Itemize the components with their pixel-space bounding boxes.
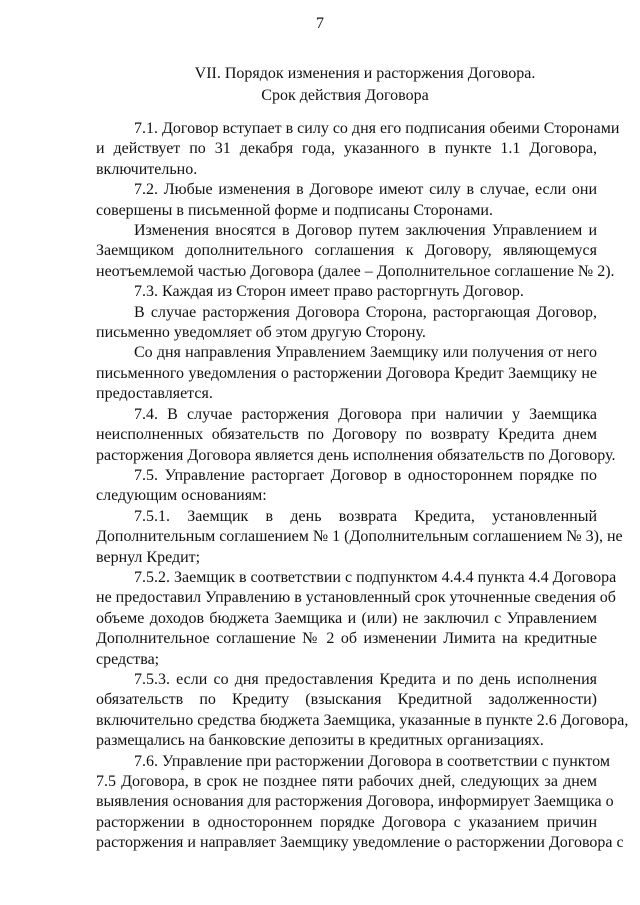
paragraph: [96, 752, 624, 854]
paragraph-line: Заемщиком дополнительного соглашения к Договору, являющемуся: [96, 242, 597, 260]
paragraph: [96, 568, 617, 670]
paragraph-line: Со дня направления Управлением Заемщику или получения от него: [134, 344, 597, 362]
paragraph: [96, 670, 629, 752]
document-body: [96, 119, 629, 854]
paragraph: [96, 282, 597, 302]
paragraph-line: включительно.: [96, 160, 198, 178]
paragraph-line: письменно уведомляет об этом другую Сторону.: [96, 324, 426, 342]
paragraph-line: 7.5.3. если со дня предоставления Кредита и по день исполнения: [134, 670, 597, 688]
paragraph-line: 7.6. Управление при расторжении Договора в соответствии с пунктом: [134, 752, 610, 770]
paragraph: [96, 119, 620, 180]
paragraph-line: 7.5 Договора, в срок не позднее пяти рабочих дней, следующих за днем: [96, 773, 597, 790]
paragraph: [96, 303, 597, 344]
paragraph-line: объеме доходов бюджета Заемщика и (или) не заключил с Управлением: [96, 609, 597, 627]
paragraph-line: предоставляется.: [96, 385, 213, 403]
paragraph-line: расторжения Договора является день исполнения обязательств по Договору.: [96, 446, 616, 464]
paragraph-line: неотъемлемой частью Договора (далее – Дополнительное соглашение № 2).: [96, 262, 615, 280]
paragraph: [96, 507, 623, 568]
paragraph-line: не предоставил Управлению в установленный срок уточненные сведения об: [96, 589, 616, 607]
paragraph: [96, 466, 597, 507]
page-number: 7: [316, 15, 324, 32]
paragraph-line: расторжения и направляет Заемщику уведомление о расторжении Договора с: [96, 834, 624, 852]
section-title: [0, 63, 640, 107]
paragraph-line: 7.4. В случае расторжения Договора при наличии у Заемщика: [134, 405, 597, 423]
paragraph-line: размещались на банковские депозиты в кредитных организациях.: [96, 732, 544, 750]
paragraph: [96, 405, 616, 466]
paragraph-line: 7.5.1. Заемщик в день возврата Кредита, установленный: [134, 507, 597, 525]
paragraph-line: следующим основаниям:: [96, 487, 267, 505]
paragraph: [96, 343, 597, 404]
paragraph-line: 7.5.2. Заемщик в соответствии с подпунктом 4.4.4 пункта 4.4 Договора: [134, 568, 617, 586]
paragraph-line: Дополнительным соглашением № 1 (Дополнительным соглашением № 3), не: [96, 528, 623, 546]
paragraph: [96, 221, 615, 282]
paragraph-line: расторжении в одностороннем порядке Договора с указанием причин: [96, 813, 597, 831]
paragraph-line: обязательств по Кредиту (взыскания Кредитной задолженности): [96, 691, 597, 709]
paragraph-line: выявления основания для расторжения Договора, информирует Заемщика о: [96, 793, 614, 811]
paragraph-line: 7.1. Договор вступает в силу со дня его подписания обеими Сторонами: [134, 120, 620, 137]
paragraph-line: Дополнительное соглашение № 2 об изменении Лимита на кредитные: [96, 630, 597, 648]
paragraph-line: включительно средства бюджета Заемщика, указанные в пункте 2.6 Договора,: [96, 711, 629, 729]
paragraph-line: вернул Кредит;: [96, 548, 201, 566]
paragraph-line: и действует по 31 декабря года, указанного в пункте 1.1 Договора,: [96, 140, 597, 158]
paragraph-line: 7.2. Любые изменения в Договоре имеют силу в случае, если они: [134, 181, 597, 199]
paragraph-line: В случае расторжения Договора Сторона, расторгающая Договор,: [134, 303, 597, 321]
paragraph-line: письменного уведомления о расторжении Договора Кредит Заемщику не: [96, 364, 597, 382]
section-title-line-1: VII. Порядок изменения и расторжения Договора.: [194, 65, 536, 82]
paragraph-line: средства;: [96, 650, 160, 668]
paragraph: [96, 180, 597, 221]
paragraph-line: Изменения вносятся в Договор путем заключения Управлением и: [134, 222, 597, 240]
section-title-line-2: Срок действия Договора: [261, 87, 429, 104]
paragraph-line: 7.5. Управление расторгает Договор в одностороннем порядке по: [134, 466, 597, 484]
paragraph-line: совершены в письменной форме и подписаны Сторонами.: [96, 201, 493, 219]
paragraph-line: неисполненных обязательств по Договору по возврату Кредита днем: [96, 426, 597, 444]
paragraph-line: 7.3. Каждая из Сторон имеет право расторгнуть Договор.: [134, 283, 524, 301]
